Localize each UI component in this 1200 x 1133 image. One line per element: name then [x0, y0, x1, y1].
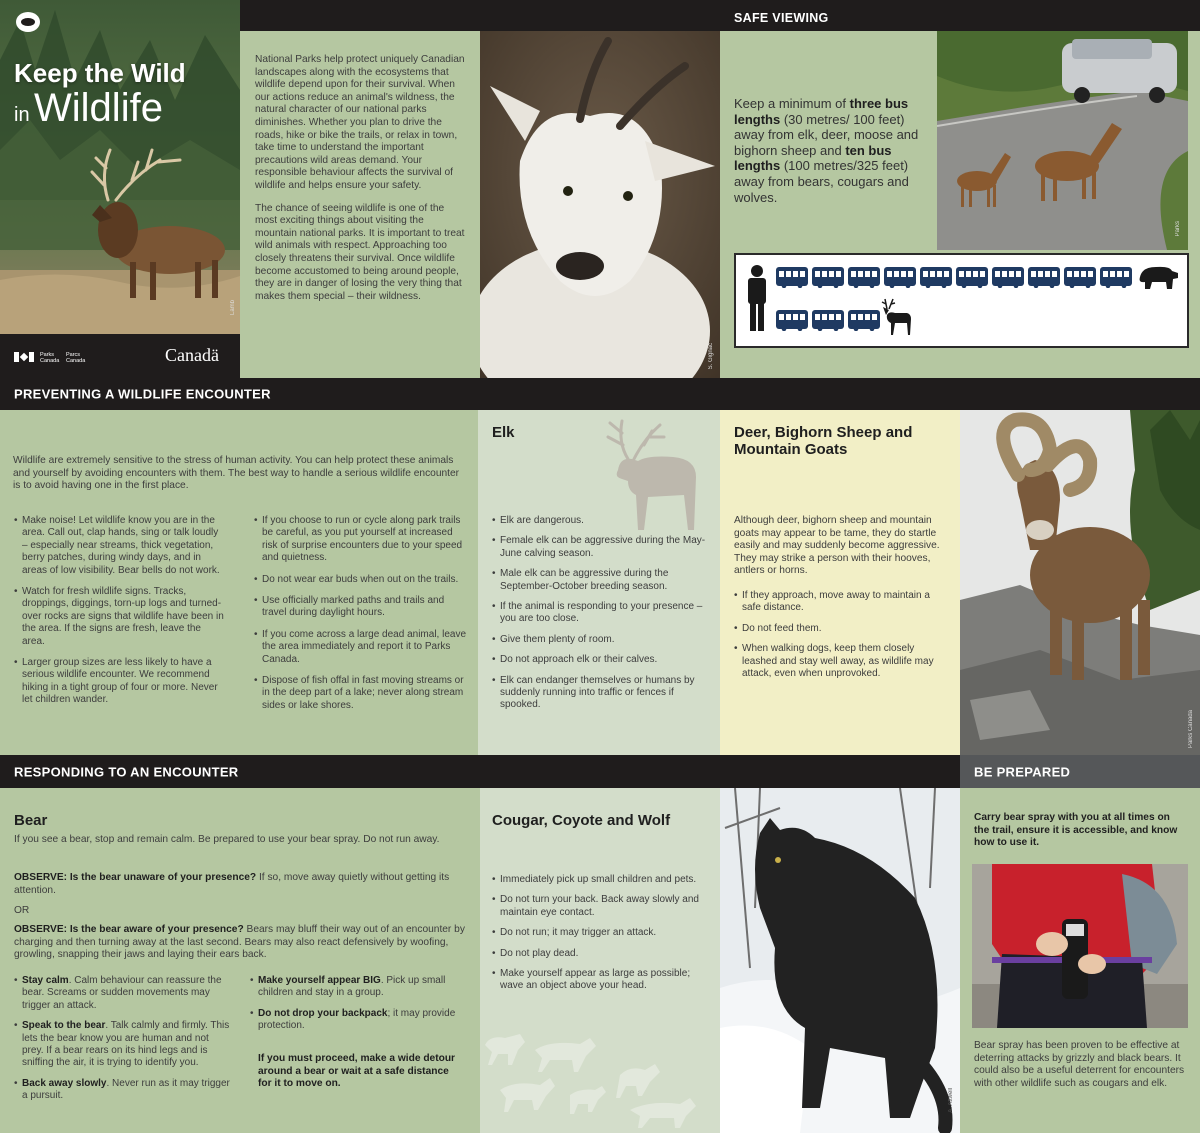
bear-intro: If you see a bear, stop and remain calm. Be prepared to use your bear spray. Do not run away. — [14, 834, 440, 845]
observe-aware-bold: OBSERVE: Is the bear aware of your presence? — [14, 924, 244, 935]
bear-icon — [1136, 263, 1180, 291]
preventing-list-col1 — [14, 515, 224, 714]
deer-list — [734, 590, 946, 687]
bus-icon — [884, 267, 916, 286]
safe-viewing-t3: (100 metres/325 feet) away from bears, cougars and wolves. — [734, 158, 909, 205]
intro-paragraph-2: The chance of seeing wildlife is one of the most exciting things about visiting the mountain national parks. It is important to treat wild animals with respect. Approaching too closely threatens their survival. Once wildlife become accustomed to being around people, they are in danger of losing the very thing that makes them special – their wildness. — [255, 202, 465, 302]
list-item: • Immediately pick up small children and pets. — [492, 874, 712, 886]
bear-spray-photo — [972, 864, 1188, 1028]
safe-viewing-t1: Keep a minimum of — [734, 96, 850, 111]
elk-list — [492, 515, 710, 719]
bus-icon — [848, 310, 880, 329]
item-text: . Calm behaviour can reassure the bear. Screams or sudden movements may trigger an attack. — [22, 975, 222, 1011]
parks-canada-fr: Parcs Canada — [66, 352, 86, 364]
bold-lead: Make yourself appear BIG — [258, 975, 381, 986]
list-item: • Do not approach elk or their calves. — [492, 654, 710, 666]
list-item — [14, 1020, 232, 1070]
list-item: • Dispose of fish offal in fast moving streams or in the deep part of a lake; never along stream sides or lake shores. — [254, 675, 466, 712]
safe-viewing-b2: ten bus lengths — [734, 142, 892, 174]
wolf-pack-silhouette-icon — [480, 1020, 720, 1130]
bus-icon — [956, 267, 988, 286]
observe-aware-text: Bears may bluff their way out of an encounter by charging and then turning away at the last second. Bears may also react defensively by woofing, growling, snapping their jaws and laying their ears back. — [14, 924, 465, 961]
bold-lead: Do not drop your backpack — [258, 1007, 388, 1019]
road-photo-credit: Parks — [1175, 221, 1181, 237]
bus-icon — [848, 267, 880, 286]
list-item: • Do not turn your back. Back away slowly and maintain eye contact. — [492, 894, 712, 919]
item-text: ; it may provide protection. — [258, 1007, 456, 1032]
bus-icon — [1028, 267, 1060, 286]
bus-icon — [920, 267, 952, 286]
list-item: • Do not play dead. — [492, 948, 712, 960]
bus-row-ten — [776, 267, 1136, 286]
preventing-list-col2 — [254, 515, 466, 719]
intro-paragraph-1: National Parks help protect uniquely Canadian landscapes along with the ecosystems that wildlife depend upon for their survival. When our actions reduce an animal's wildness, the natural character of our national parks diminishes. Whether you plan to drive the roads, hike or bike the trails, or relax in town, take time to understand the important precautions wild areas demand. Your responsible behaviour affects the survival of wildlife and helps ensure your safety. — [255, 54, 465, 191]
safe-viewing-text — [734, 96, 926, 205]
list-item: • If you come across a large dead animal, leave the area immediately and report it to Parks Canada. — [254, 629, 466, 666]
parks-canada-en: Parks Canada — [40, 352, 60, 364]
prepared-body: Bear spray has been proven to be effective at deterring attacks by grizzly and black bears. It could also be a useful deterrent for encounters with other wildlife such as cougars and elk. — [974, 1040, 1185, 1089]
bold-lead: Back away slowly — [22, 1077, 107, 1089]
cover-elk-photo — [0, 0, 240, 334]
list-item — [14, 1078, 232, 1103]
list-item: • Watch for fresh wildlife signs. Tracks, droppings, diggings, torn-up logs and turned-over rocks are signs that wildlife have been in the area. If the signs are fresh, leave the area. — [14, 586, 224, 648]
cougar-heading: Cougar, Coyote and Wolf — [492, 812, 671, 829]
elk-heading: Elk — [492, 424, 515, 441]
mountain-goat-photo — [480, 31, 720, 385]
canada-flag-icon — [14, 352, 34, 362]
elk-icon — [881, 297, 915, 337]
canada-wordmark: Canadä — [165, 345, 219, 365]
safe-viewing-b1: three bus lengths — [734, 96, 909, 127]
list-item: • Make noise! Let wildlife know you are in the area. Call out, clap hands, sing or talk loudly – especially near streams, thick vegetation, berry patches, during windy days, and in areas of low visibility. Bear bells do not work. — [14, 515, 224, 577]
bighorn-sheep-photo — [960, 410, 1200, 755]
bus-icon — [776, 267, 808, 286]
observe-unaware-text: If so, move away quietly without getting its attention. — [14, 872, 450, 896]
bus-icon — [1100, 267, 1132, 286]
item-text: . Never run as it may trigger a pursuit. — [22, 1077, 230, 1102]
cover-title-line1: Keep the Wild — [14, 58, 186, 88]
bold-lead: Speak to the bear — [22, 1020, 106, 1032]
deer-panel — [720, 410, 960, 755]
bear-list-col2 — [250, 975, 466, 1040]
list-item: • When walking dogs, keep them closely leashed and stay well away, as wildlife may attack, even when unprovoked. — [734, 643, 946, 680]
list-item: • Do not feed them. — [734, 623, 946, 635]
person-icon — [744, 265, 770, 333]
list-item: • If the animal is responding to your presence – you are too close. — [492, 601, 710, 626]
safe-viewing-heading: SAFE VIEWING — [734, 11, 829, 25]
bus-row-three — [776, 310, 884, 329]
wolf-photo-credit: A. Attwell — [948, 1088, 954, 1113]
list-item: • Make yourself appear as large as possible; wave an object above your head. — [492, 968, 712, 993]
preventing-bar — [0, 378, 1200, 410]
preventing-intro: Wildlife are extremely sensitive to the stress of human activity. You can help protect these animals and yourself by avoiding encounters with them. The best way to handle a serious wildlife encounter is to avoid having one in the first place. — [13, 455, 460, 492]
cover-photo-credit: Lamb — [230, 300, 236, 316]
observe-unaware — [14, 872, 469, 897]
bus-icon — [1064, 267, 1096, 286]
deer-intro: Although deer, bighorn sheep and mountain goats may appear to be tame, they do startle easily and may suddenly become aggressive. They may strike a person with their hooves, antlers or horns. — [734, 515, 940, 577]
or-label: OR — [14, 905, 30, 916]
bus-icon — [992, 267, 1024, 286]
list-item: • Elk can endanger themselves or humans by suddenly running into traffic or fences if spooked. — [492, 675, 710, 712]
bus-length-diagram — [734, 253, 1189, 348]
list-item: • If you choose to run or cycle along park trails be careful, as you put yourself at increased risk of surprise encounters due to your speed and quietness. — [254, 515, 466, 565]
list-item: • Elk are dangerous. — [492, 515, 710, 527]
item-text: . Talk calmly and firmly. This lets the bear know you are human and not prey. If a bear rears on its hind legs and is sniffing the air, it is trying to identify you. — [22, 1020, 230, 1069]
responding-heading: RESPONDING TO AN ENCOUNTER — [14, 764, 239, 779]
bus-icon — [812, 310, 844, 329]
list-item: • Female elk can be aggressive during the May-June calving season. — [492, 535, 710, 560]
bold-lead: Stay calm — [22, 975, 69, 986]
cougar-list — [492, 874, 712, 1000]
goat-photo-credit: S. Gignac — [708, 343, 714, 370]
preventing-heading: PREVENTING A WILDLIFE ENCOUNTER — [14, 386, 271, 402]
deer-heading: Deer, Bighorn Sheep and Mountain Goats — [734, 424, 913, 458]
list-item: • If they approach, move away to maintain a safe distance. — [734, 590, 946, 615]
bus-icon — [812, 267, 844, 286]
list-item: • Male elk can be aggressive during the September-October breeding season. — [492, 568, 710, 593]
observe-aware — [14, 924, 469, 962]
beaver-logo-icon — [16, 12, 40, 32]
list-item — [14, 975, 232, 1012]
list-item — [250, 1008, 466, 1033]
intro-text — [255, 54, 467, 313]
ram-photo-credit: Parks Canada — [1188, 710, 1194, 749]
prepared-heading: BE PREPARED — [974, 764, 1071, 779]
cover-panel — [0, 0, 240, 378]
list-item: • Use officially marked paths and trails and travel during daylight hours. — [254, 595, 466, 620]
proceed-note: If you must proceed, make a wide detour around a bear or wait at a safe distance for it to move on. — [258, 1053, 456, 1090]
cover-title-in: in — [14, 104, 30, 126]
black-wolf-photo — [720, 788, 960, 1133]
bear-list-col1 — [14, 975, 232, 1110]
top-bar — [240, 0, 1200, 31]
prepared-bar — [960, 755, 1200, 788]
safe-viewing-t2: (30 metres/ 100 feet) away from elk, deer, moose and bighorn sheep and — [734, 111, 919, 158]
list-item: • Do not wear ear buds when out on the trails. — [254, 574, 466, 586]
observe-unaware-bold: OBSERVE: Is the bear unaware of your presence? — [14, 872, 257, 883]
road-elk-photo — [937, 31, 1188, 250]
cover-title-line2: Wildlife — [34, 86, 163, 130]
responding-bar — [0, 755, 960, 788]
item-text: . Pick up small children and stay in a group. — [258, 975, 446, 999]
bear-heading: Bear — [14, 812, 48, 829]
list-item: • Do not run; it may trigger an attack. — [492, 927, 712, 939]
list-item: • Larger group sizes are less likely to have a serious wildlife encounter. We recommend hiking in a tight group of four or more. Never let children wander. — [14, 657, 224, 707]
list-item: • Give them plenty of room. — [492, 634, 710, 646]
prepared-lead: Carry bear spray with you at all times on the trail, ensure it is accessible, and know how to use it. — [974, 812, 1178, 849]
list-item — [250, 975, 466, 1000]
bus-icon — [776, 310, 808, 329]
